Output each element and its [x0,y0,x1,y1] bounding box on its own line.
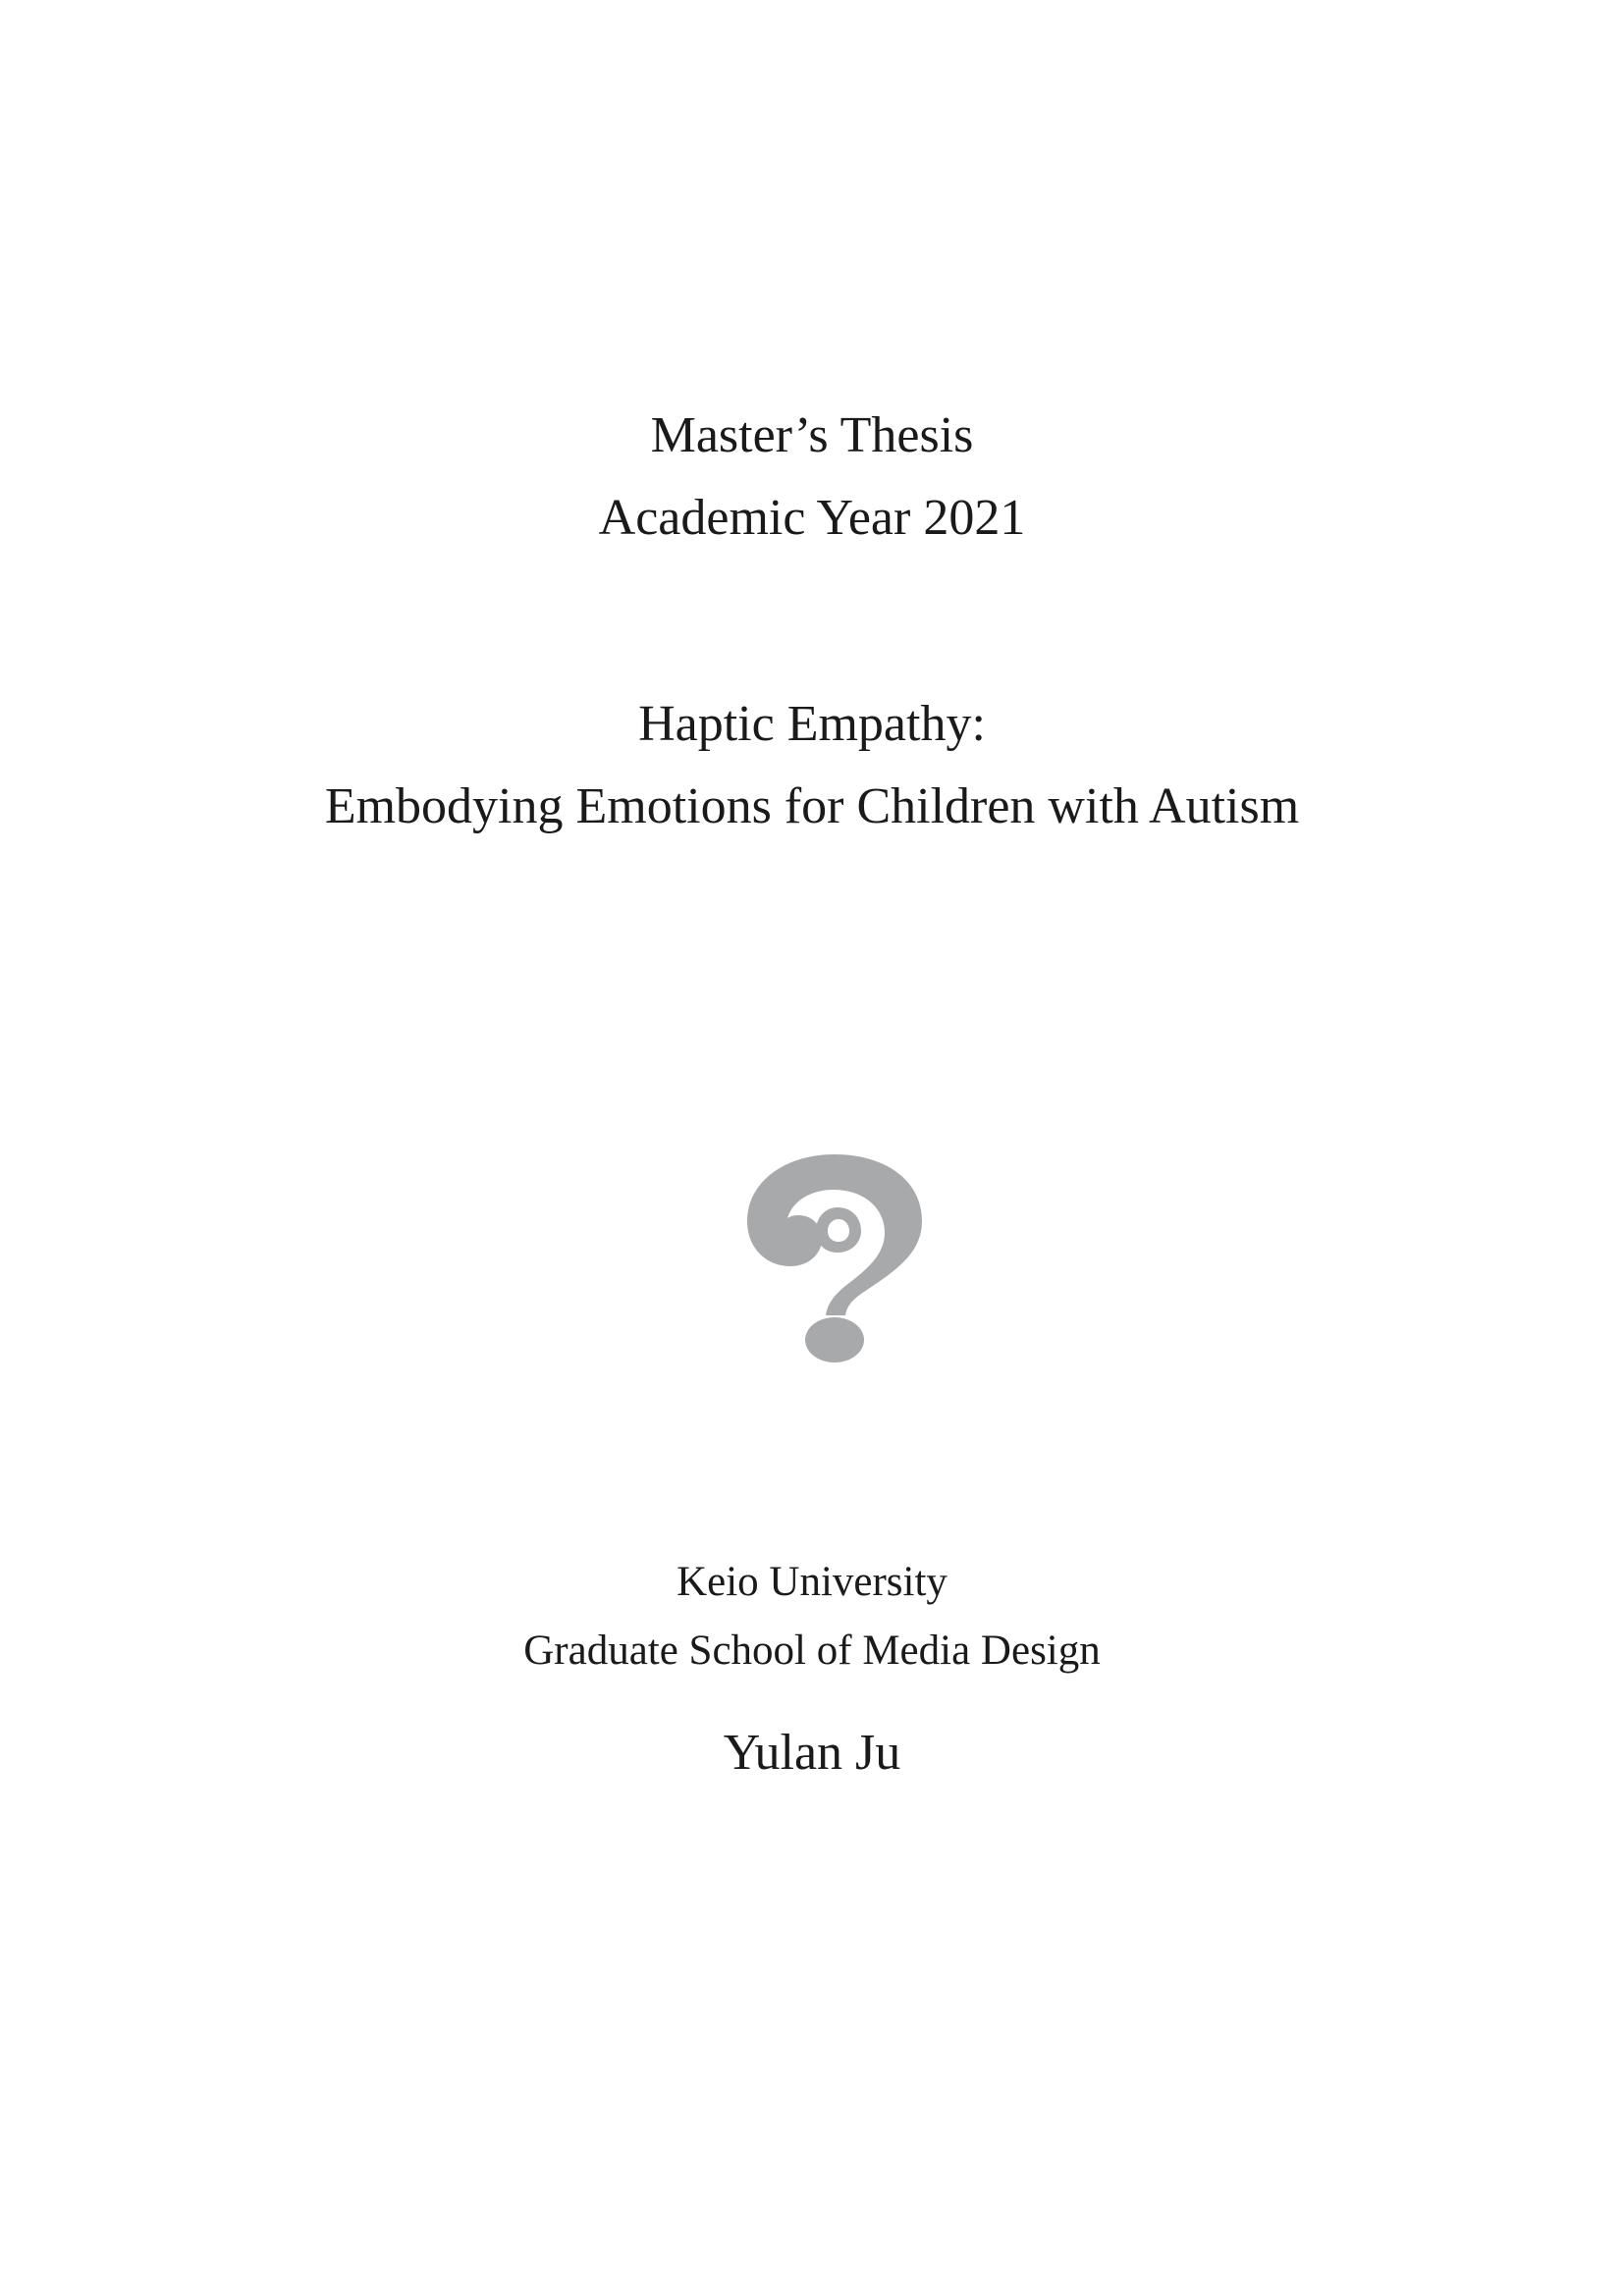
school-name: Graduate School of Media Design [523,1628,1101,1674]
author-name: Yulan Ju [723,1725,901,1781]
question-mark-logo-icon [743,1147,926,1364]
thesis-title-line-2: Embodying Emotions for Children with Autism [324,778,1300,834]
thesis-type: Master’s Thesis [650,407,974,463]
university-name: Keio University [677,1559,947,1605]
academic-year: Academic Year 2021 [598,490,1026,546]
thesis-title-line-1: Haptic Empathy: [638,696,986,752]
